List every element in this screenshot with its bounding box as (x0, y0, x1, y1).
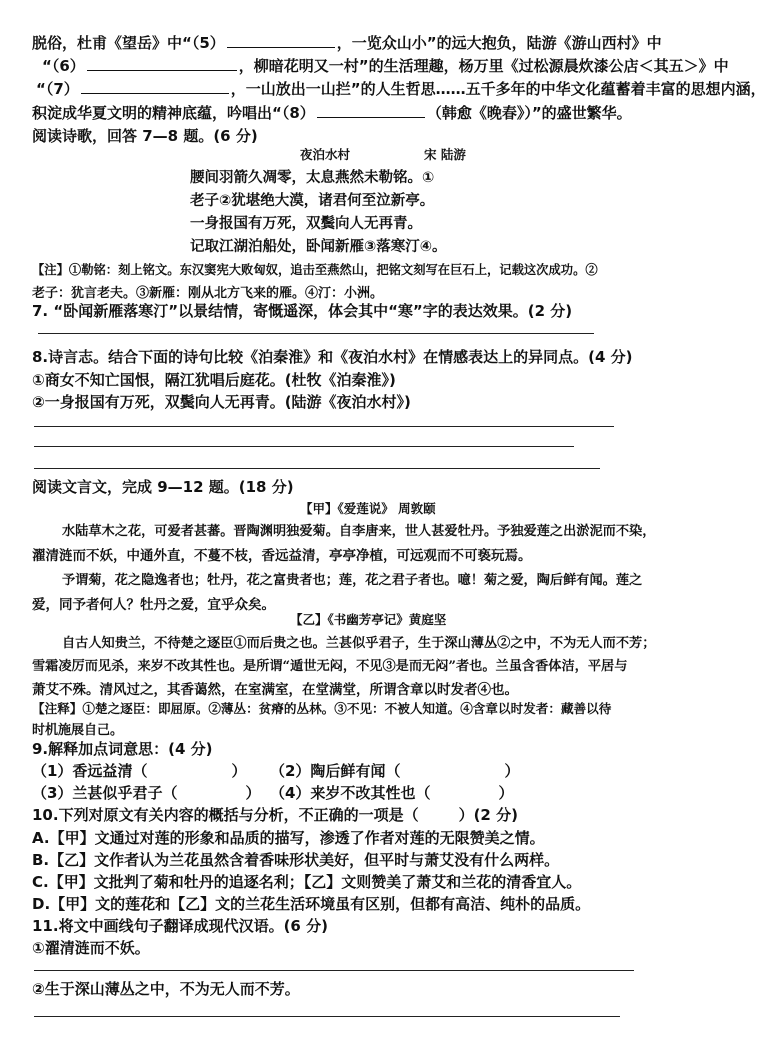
option-b[interactable]: B.【乙】文作者认为兰花虽然含着香味形状美好，但平时与萧艾没有什么两样。 (32, 851, 560, 869)
question-9: 9.解释加点词意思：(4 分) (32, 740, 213, 758)
question-10 (32, 804, 518, 825)
answer-line-8[interactable] (34, 426, 614, 427)
text-a-paragraph: 濯清涟而不妖，中通外直，不蔓不枝，香远益清，亭亭净植，可远观而不可亵玩焉。 (32, 548, 532, 564)
answer-space-9-2[interactable] (402, 762, 502, 776)
answer-blank-8[interactable] (317, 103, 425, 118)
answer-line-11-1[interactable] (34, 970, 634, 971)
item-text: （3）兰甚似乎君子（ (32, 784, 178, 802)
answer-line-8[interactable] (34, 446, 574, 447)
poem-verse: 一身报国有万死，双鬓向人无再青。 (190, 216, 422, 232)
line-text: “（7） (36, 80, 79, 98)
answer-space-9-1[interactable] (149, 762, 229, 776)
poem-verse: 腰间羽箭久凋零，太息燕然未勒铭。① (190, 170, 435, 186)
item-text: （4）来岁不改其性也（ (270, 784, 431, 802)
item-close: ） (245, 784, 261, 802)
answer-space-9-3[interactable] (179, 784, 243, 798)
answer-blank-7[interactable] (81, 79, 229, 94)
item-close: ） (498, 784, 514, 802)
text-a-paragraph: 予谓菊，花之隐逸者也；牡丹，花之富贵者也；莲，花之君子者也。噫！菊之爱，陶后鲜有闻。莲之 (62, 573, 643, 588)
answer-line-7[interactable] (38, 333, 594, 334)
text-b-title: 【乙】《书幽芳亭记》黄庭坚 (290, 612, 447, 627)
text-a-paragraph: 水陆草木之花，可爱者甚蕃。晋陶渊明独爱菊。自李唐来，世人甚爱牡丹。予独爱莲之出淤泥而不染， (62, 524, 656, 539)
text-b-paragraph: 雪霜凌厉而见杀，来岁不改其性也。是所谓“遁世无闷，不见③是而无闷”者也。兰虽含香体洁，平居与 (32, 659, 628, 674)
poem-author: 宋 陆游 (424, 147, 466, 162)
question-11-sentence: ②生于深山薄丛之中，不为无人而不芳。 (32, 980, 300, 998)
poem-prompt: 阅读诗歌，回答 7—8 题。(6 分) (32, 127, 258, 145)
text-a-paragraph: 爱，同予者何人？牡丹之爱，宜乎众矣。 (32, 597, 275, 613)
question-9-item (270, 760, 519, 781)
item-close: ） (231, 762, 247, 780)
option-c[interactable]: C.【甲】文批判了菊和牡丹的追逐名利；【乙】文则赞美了萧艾和兰花的清香宜人。 (32, 873, 582, 891)
question-11-sentence: ①濯清涟而不妖。 (32, 939, 150, 957)
question-7: 7. “卧闻新雁落寒汀”以景结情，寄慨遥深，体会其中“寒”字的表达效果。(2 分) (32, 302, 573, 320)
line-text: 脱俗，杜甫《望岳》中“（5） (32, 34, 225, 52)
item-text: （1）香远益清（ (32, 762, 148, 780)
poem-verse: 老子②犹堪绝大漠，诸君何至泣新亭。 (190, 193, 435, 209)
answer-space-10[interactable] (421, 806, 457, 820)
answer-blank-5[interactable] (227, 33, 335, 48)
item-text: （2）陶后鲜有闻（ (270, 762, 401, 780)
fill-line-6 (42, 55, 729, 76)
answer-line-8[interactable] (34, 468, 600, 469)
option-d[interactable]: D.【甲】文的莲花和【乙】文的兰花生活环境虽有区别，但都有高洁、纯朴的品质。 (32, 895, 591, 913)
text-b-note: 【注释】①楚之逐臣：即屈原。②薄丛：贫瘠的丛林。③不见：不被人知道。④含章以时发者：藏善以待 (32, 701, 612, 716)
line-text: “（6） (42, 57, 85, 75)
answer-blank-6[interactable] (87, 56, 237, 71)
question-8: 8.诗言志。结合下面的诗句比较《泊秦淮》和《夜泊水村》在情感表达上的异同点。(4 分) (32, 348, 633, 366)
question-8-line: ②一身报国有万死，双鬓向人无再青。(陆游《夜泊水村》) (32, 393, 411, 411)
question-9-item (32, 760, 246, 781)
text-b-paragraph: 自古人知贵兰，不待楚之逐臣①而后贵之也。兰甚似乎君子，生于深山薄丛②之中，不为无人而不芳； (62, 636, 656, 651)
answer-space-9-4[interactable] (432, 784, 496, 798)
question-text: ）(2 分) (458, 806, 518, 824)
poem-note: 老子：犹言老夫。③新雁：刚从北方飞来的雁。④汀：小洲。 (32, 286, 384, 301)
fill-line-7 (36, 78, 766, 99)
option-a[interactable]: A.【甲】文通过对莲的形象和品质的描写，渗透了作者对莲的无限赞美之情。 (32, 829, 545, 847)
question-8-line: ①商女不知亡国恨，隔江犹唱后庭花。(杜牧《泊秦淮》) (32, 371, 396, 389)
fill-line-5 (32, 32, 662, 53)
question-9-item (270, 782, 513, 803)
text-b-paragraph: 萧艾不殊。清风过之，其香蔼然，在室满室，在堂满堂，所谓含章以时发者④也。 (32, 682, 518, 698)
line-text: 积淀成华夏文明的精神底蕴，吟唱出“（8） (32, 104, 315, 122)
line-text: ，一览众山小”的远大抱负，陆游《游山西村》中 (336, 34, 662, 52)
line-text: ，柳暗花明又一村”的生活理趣，杨万里《过松源晨炊漆公店＜其五＞》中 (238, 57, 729, 75)
line-text: ，一山放出一山拦”的人生哲思……五千多年的中华文化蕴蓄着丰富的思想内涵， (230, 80, 766, 98)
poem-note: 【注】①勒铭：刻上铭文。东汉窦宪大败匈奴，追击至燕然山，把铭文刻写在巨石上，记载这次成功。② (32, 262, 598, 277)
question-9-item (32, 782, 260, 803)
poem-title: 夜泊水村 (300, 147, 351, 162)
text-a-title: 【甲】《爱莲说》 周敦颐 (300, 501, 436, 516)
classical-prompt: 阅读文言文，完成 9—12 题。(18 分) (32, 478, 294, 496)
poem-verse: 记取江湖泊船处，卧闻新雁③落寒汀④。 (190, 239, 447, 255)
question-11: 11.将文中画线句子翻译成现代汉语。(6 分) (32, 917, 328, 935)
answer-line-11-2[interactable] (34, 1016, 620, 1017)
question-text: 10.下列对原文有关内容的概括与分析，不正确的一项是（ (32, 806, 419, 824)
line-text: （韩愈《晚春》）”的盛世繁华。 (426, 104, 632, 122)
text-b-note: 时机施展自己。 (32, 723, 124, 738)
item-close: ） (504, 762, 520, 780)
fill-line-8 (32, 102, 632, 123)
